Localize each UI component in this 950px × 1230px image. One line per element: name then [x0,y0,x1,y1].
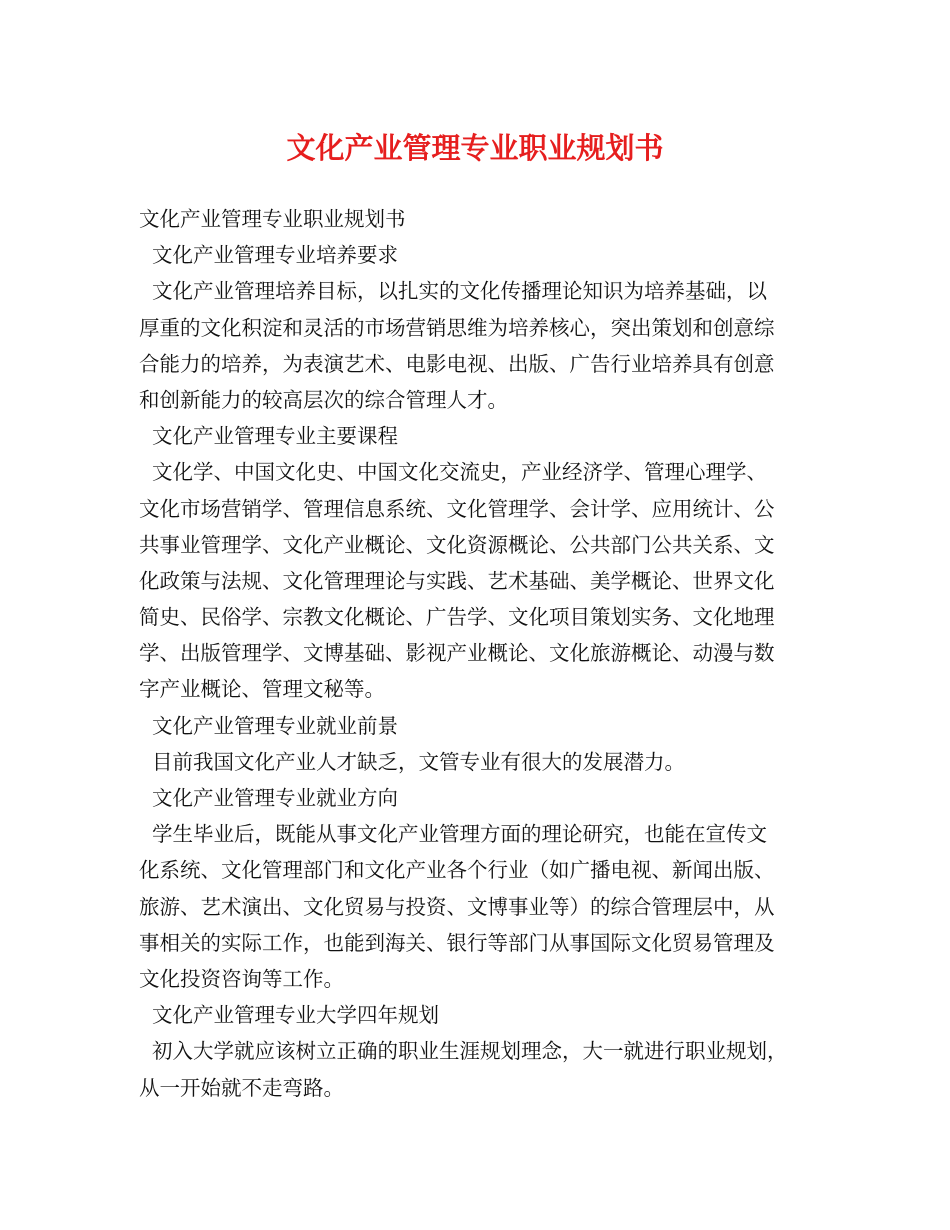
text-line: 和创新能力的较高层次的综合管理人才。 [139,387,508,412]
text-line: 初入大学就应该树立正确的职业生涯规划理念，大一就进行职业规划， [139,1039,788,1064]
text-line: 合能力的培养，为表演艺术、电影电视、出版、广告行业培养具有创意 [139,351,775,376]
text-line: 简史、民俗学、宗教文化概论、广告学、文化项目策划实务、文化地理 [139,605,775,630]
text-line: 学、出版管理学、文博基础、影视产业概论、文化旅游概论、动漫与数 [139,641,775,666]
text-line: 文化学、中国文化史、中国文化交流史，产业经济学、管理心理学、 [139,460,768,485]
text-line: 文化投资咨询等工作。 [139,966,344,991]
text-line: 字产业概论、管理文秘等。 [139,677,385,702]
text-line: 文化产业管理专业培养要求 [139,243,399,268]
text-line: 旅游、艺术演出、文化贸易与投资、文博事业等）的综合管理层中，从 [139,894,775,919]
text-line: 文化产业管理专业大学四年规划 [139,1003,440,1028]
text-line: 从一开始就不走弯路。 [139,1075,344,1100]
text-line: 化政策与法规、文化管理理论与实践、艺术基础、美学概论、世界文化 [139,568,775,593]
text-line: 学生毕业后，既能从事文化产业管理方面的理论研究，也能在宣传文 [139,822,768,847]
text-line: 事相关的实际工作，也能到海关、银行等部门从事国际文化贸易管理及 [139,930,775,955]
document-body [139,201,829,1106]
text-line: 文化产业管理专业职业规划书 [139,207,406,231]
text-line: 文化产业管理专业就业前景 [139,713,399,738]
document-title: 文化产业管理专业职业规划书 [286,131,664,165]
text-line: 文化产业管理培养目标，以扎实的文化传播理论知识为培养基础，以 [139,279,768,304]
text-line: 文化产业管理专业就业方向 [139,786,399,810]
text-line: 厚重的文化积淀和灵活的市场营销思维为培养核心，突出策划和创意综 [139,315,775,340]
text-line: 目前我国文化产业人才缺乏，文管专业有很大的发展潜力。 [139,749,686,774]
text-line: 文化产业管理专业主要课程 [139,424,399,449]
text-line: 化系统、文化管理部门和文化产业各个行业（如广播电视、新闻出版、 [139,858,775,883]
text-line: 文化市场营销学、管理信息系统、文化管理学、会计学、应用统计、公 [139,496,775,521]
text-line: 共事业管理学、文化产业概论、文化资源概论、公共部门公共关系、文 [139,532,775,557]
